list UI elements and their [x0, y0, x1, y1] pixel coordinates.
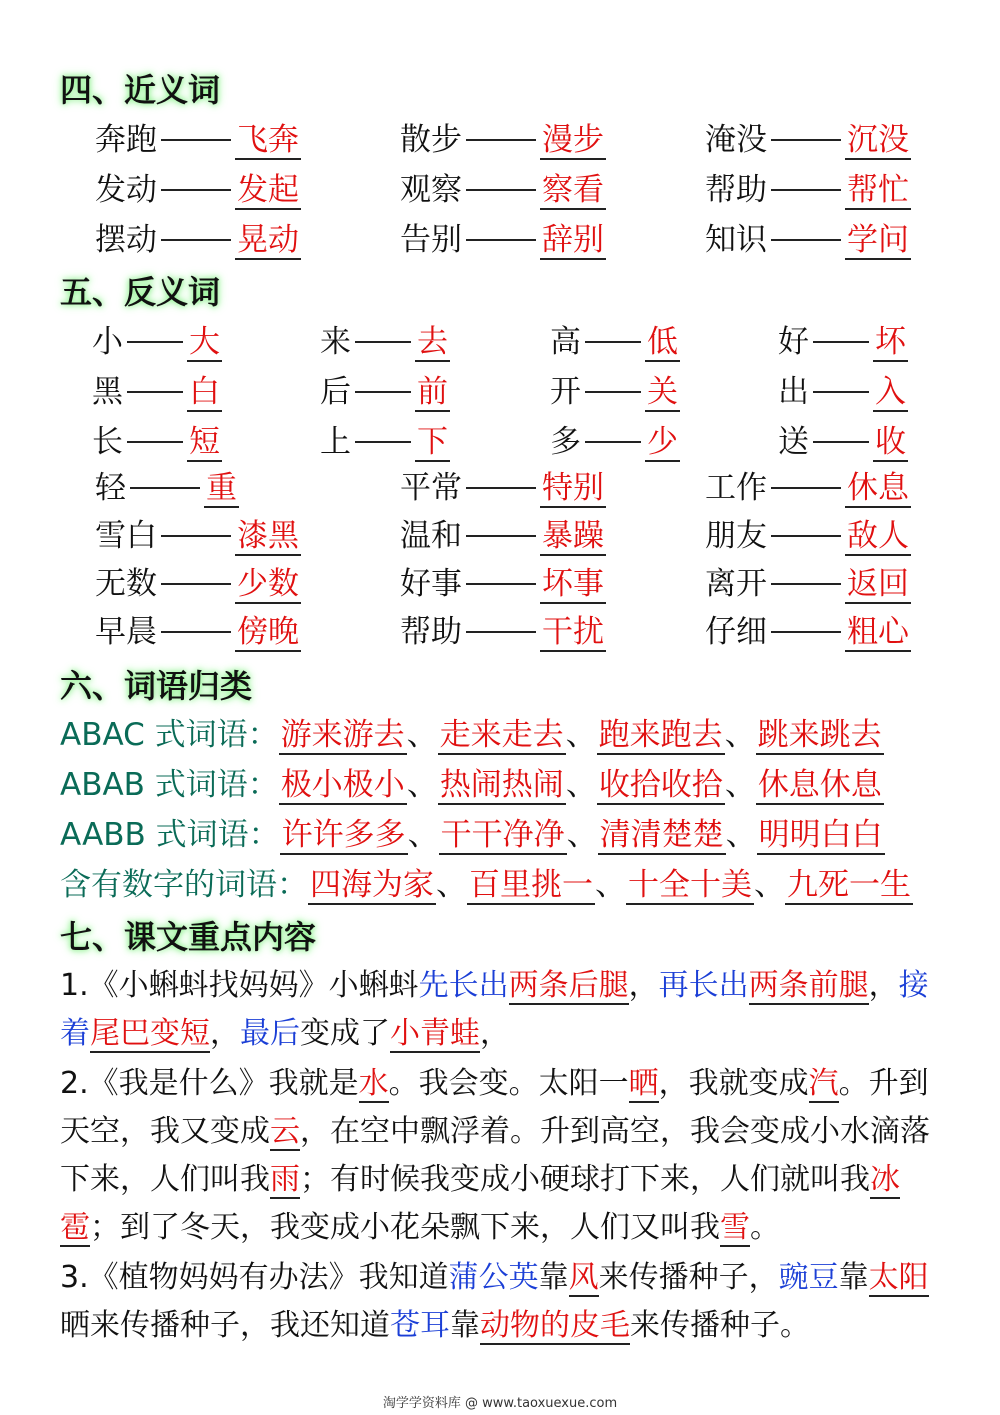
- separator: 、: [407, 817, 439, 853]
- paragraph-text: ，: [868, 968, 899, 1003]
- answer-phrase: 两条前腿: [748, 968, 869, 1003]
- word: 雪白: [95, 518, 157, 554]
- category-row: [60, 813, 885, 857]
- dash-connector: [161, 189, 231, 191]
- section-heading-word-categories: 六、词语归类: [60, 667, 253, 705]
- word: 平常: [400, 470, 462, 506]
- section-heading-key-content: 七、课文重点内容: [60, 918, 317, 956]
- word-pair: [95, 564, 301, 604]
- word-pair: [400, 564, 606, 604]
- category-label: ABAB 式词语：: [60, 767, 279, 803]
- paragraph-text: 。我会变。太阳一: [388, 1066, 629, 1101]
- paragraph-text: ，我就变成: [658, 1066, 809, 1101]
- paragraph-text: 1.《小蝌蚪找妈妈》小蝌蚪: [60, 968, 419, 1003]
- highlight-keyword: 蒲公英: [448, 1260, 539, 1295]
- answer-word: 入: [875, 374, 906, 410]
- category-label: AABB 式词语：: [60, 817, 280, 853]
- dash-connector: [771, 239, 841, 241]
- highlight-keyword: 最后: [240, 1016, 300, 1051]
- paragraph-text: ，在空中飘浮着。升到高空，我会变成小水滴落下来，人们叫我: [60, 1114, 930, 1197]
- separator: 、: [406, 767, 438, 803]
- category-word: 清清楚楚: [599, 817, 724, 853]
- answer-word: 傍晚: [237, 614, 299, 650]
- answer-word: 飞奔: [237, 122, 299, 158]
- word-pair: [95, 612, 301, 652]
- word: 送: [778, 424, 809, 460]
- dash-connector: [466, 583, 536, 585]
- word: 告别: [400, 222, 462, 258]
- word-pair: [400, 120, 606, 160]
- answer-word: 帮忙: [847, 172, 909, 208]
- answer-word: 少: [647, 424, 678, 460]
- separator: 、: [565, 767, 597, 803]
- word-pair: [705, 220, 911, 260]
- separator: 、: [595, 867, 626, 903]
- paragraph-text: 来传播种子，: [598, 1260, 779, 1295]
- answer-phrase: 汽: [808, 1066, 839, 1101]
- category-word: 四海为家: [310, 867, 434, 903]
- word-pair: [400, 516, 606, 556]
- answer-word: 漆黑: [237, 518, 299, 554]
- separator: 、: [724, 767, 756, 803]
- category-word: 极小极小: [280, 767, 405, 803]
- word: 知识: [705, 222, 767, 258]
- answer-phrase: 尾巴变短: [90, 1016, 210, 1051]
- word: 上: [320, 424, 351, 460]
- paragraph-text: ，: [210, 1016, 240, 1051]
- paragraph-text: ，: [628, 968, 659, 1003]
- answer-word: 坏事: [542, 566, 604, 602]
- separator: 、: [406, 717, 438, 753]
- highlight-keyword: 再长出: [658, 968, 749, 1003]
- dash-connector: [130, 487, 200, 489]
- dash-connector: [813, 341, 869, 343]
- answer-phrase: 雨: [270, 1162, 300, 1197]
- dash-connector: [771, 139, 841, 141]
- word: 多: [550, 424, 581, 460]
- category-word: 跑来跑去: [598, 717, 723, 753]
- word-pair: [705, 170, 911, 210]
- answer-phrase: 动物的皮毛: [480, 1308, 630, 1343]
- answer-word: 察看: [542, 172, 604, 208]
- section-heading-synonyms: 四、近义词: [60, 71, 221, 109]
- dash-connector: [771, 535, 841, 537]
- word: 高: [550, 324, 581, 360]
- category-row: [60, 763, 884, 807]
- separator: 、: [725, 817, 757, 853]
- category-word: 跳来跳去: [757, 717, 882, 753]
- word: 好: [778, 324, 809, 360]
- answer-phrase: 两条后腿: [508, 968, 629, 1003]
- paragraph-text: 变成了: [300, 1016, 390, 1051]
- separator: 、: [754, 867, 785, 903]
- word-pair: [400, 220, 606, 260]
- word: 观察: [400, 172, 462, 208]
- paragraph-text: 。: [750, 1210, 780, 1245]
- word-pair: [92, 322, 222, 362]
- category-word: 干干净净: [440, 817, 565, 853]
- paragraph-text: 。升到天空，我又变成: [60, 1066, 929, 1149]
- word-pair: [95, 220, 301, 260]
- answer-word: 大: [189, 324, 220, 360]
- dash-connector: [127, 441, 183, 443]
- word-pair: [778, 322, 908, 362]
- answer-word: 坏: [875, 324, 906, 360]
- word-pair: [705, 612, 911, 652]
- word-pair: [550, 322, 680, 362]
- dash-connector: [466, 139, 536, 141]
- dash-connector: [161, 239, 231, 241]
- answer-word: 敌人: [847, 518, 909, 554]
- word: 早晨: [95, 614, 157, 650]
- answer-word: 学问: [847, 222, 909, 258]
- category-word: 游来游去: [280, 717, 405, 753]
- answer-word: 重: [206, 470, 237, 506]
- answer-word: 特别: [542, 470, 604, 506]
- category-word: 十全十美: [628, 867, 752, 903]
- word-pair: [95, 516, 301, 556]
- dash-connector: [355, 341, 411, 343]
- category-word: 热闹热闹: [439, 767, 564, 803]
- word: 温和: [400, 518, 462, 554]
- word-pair: [320, 322, 450, 362]
- dash-connector: [585, 341, 641, 343]
- dash-connector: [466, 239, 536, 241]
- word-pair: [778, 372, 908, 412]
- word-pair: [705, 468, 911, 508]
- word: 帮助: [400, 614, 462, 650]
- word-pair: [550, 372, 680, 412]
- category-row: [60, 863, 913, 907]
- word-pair: [320, 372, 450, 412]
- paragraph-what-am-i: [60, 1060, 950, 1252]
- paragraph-text: 靠: [450, 1308, 480, 1343]
- highlight-keyword: 接着: [60, 968, 929, 1051]
- separator: 、: [565, 717, 597, 753]
- separator: 、: [566, 817, 598, 853]
- category-word: 休息休息: [757, 767, 882, 803]
- paragraph-text: ；有时候我变成小硬球打下来，人们就叫我: [300, 1162, 870, 1197]
- highlight-keyword: 先长出: [418, 968, 509, 1003]
- answer-word: 收: [875, 424, 906, 460]
- word-pair: [705, 120, 911, 160]
- word-pair: [705, 516, 911, 556]
- paragraph-text: 靠: [538, 1260, 569, 1295]
- word: 帮助: [705, 172, 767, 208]
- word-pair: [95, 468, 239, 508]
- answer-word: 下: [417, 424, 448, 460]
- answer-word: 辞别: [542, 222, 604, 258]
- word: 出: [778, 374, 809, 410]
- answer-word: 沉没: [847, 122, 909, 158]
- answer-word: 漫步: [542, 122, 604, 158]
- word: 开: [550, 374, 581, 410]
- category-word: 九死一生: [787, 867, 911, 903]
- answer-phrase: 雪: [720, 1210, 750, 1245]
- highlight-keyword: 苍耳: [390, 1308, 450, 1343]
- word-pair: [92, 422, 222, 462]
- answer-phrase: 太阳: [868, 1260, 929, 1295]
- category-label: 含有数字的词语：: [60, 867, 308, 903]
- highlight-keyword: 豌豆: [778, 1260, 839, 1295]
- answer-word: 短: [189, 424, 220, 460]
- dash-connector: [585, 391, 641, 393]
- answer-phrase: 晒: [628, 1066, 659, 1101]
- dash-connector: [585, 441, 641, 443]
- word: 工作: [705, 470, 767, 506]
- dash-connector: [771, 189, 841, 191]
- answer-phrase: 云: [270, 1114, 300, 1149]
- dash-connector: [813, 441, 869, 443]
- paragraph-text: 晒来传播种子，我还知道: [60, 1308, 390, 1343]
- category-word: 许许多多: [281, 817, 406, 853]
- answer-word: 去: [417, 324, 448, 360]
- dash-connector: [161, 631, 231, 633]
- word: 淹没: [705, 122, 767, 158]
- category-label: ABAC 式词语：: [60, 717, 279, 753]
- word: 轻: [95, 470, 126, 506]
- answer-word: 晃动: [237, 222, 299, 258]
- word: 黑: [92, 374, 123, 410]
- paragraph-text: ；到了冬天，我变成小花朵飘下来，人们又叫我: [90, 1210, 720, 1245]
- word: 仔细: [705, 614, 767, 650]
- word-pair: [95, 120, 301, 160]
- dash-connector: [466, 189, 536, 191]
- answer-word: 粗心: [847, 614, 909, 650]
- word-pair: [92, 372, 222, 412]
- word: 奔跑: [95, 122, 157, 158]
- paragraph-text: 3.《植物妈妈有办法》我知道: [60, 1260, 449, 1295]
- word: 离开: [705, 566, 767, 602]
- dash-connector: [355, 441, 411, 443]
- section-heading-antonyms: 五、反义词: [60, 273, 221, 311]
- dash-connector: [127, 391, 183, 393]
- word-pair: [320, 422, 450, 462]
- word-pair: [400, 612, 606, 652]
- dash-connector: [466, 535, 536, 537]
- answer-word: 返回: [847, 566, 909, 602]
- word-pair: [705, 564, 911, 604]
- word: 发动: [95, 172, 157, 208]
- word: 小: [92, 324, 123, 360]
- word: 来: [320, 324, 351, 360]
- answer-phrase: 冰雹: [60, 1162, 900, 1245]
- category-word: 百里挑一: [469, 867, 593, 903]
- category-word: 收拾收拾: [598, 767, 723, 803]
- word-pair: [400, 170, 606, 210]
- footer-watermark: 淘学学资料库 @ www.taoxuexue.com: [382, 1396, 618, 1411]
- answer-phrase: 风: [568, 1260, 599, 1295]
- dash-connector: [466, 631, 536, 633]
- answer-word: 少数: [237, 566, 299, 602]
- word-pair: [95, 170, 301, 210]
- dash-connector: [771, 487, 841, 489]
- dash-connector: [161, 535, 231, 537]
- answer-word: 关: [647, 374, 678, 410]
- dash-connector: [161, 139, 231, 141]
- answer-word: 低: [647, 324, 678, 360]
- dash-connector: [127, 341, 183, 343]
- dash-connector: [466, 487, 536, 489]
- paragraph-text: 靠: [838, 1260, 869, 1295]
- dash-connector: [355, 391, 411, 393]
- word: 无数: [95, 566, 157, 602]
- paragraph-text: 2.《我是什么》我就是: [60, 1066, 359, 1101]
- answer-word: 暴躁: [542, 518, 604, 554]
- answer-phrase: 水: [358, 1066, 389, 1101]
- dash-connector: [771, 631, 841, 633]
- separator: 、: [724, 717, 756, 753]
- word: 好事: [400, 566, 462, 602]
- answer-word: 休息: [847, 470, 909, 506]
- word: 摆动: [95, 222, 157, 258]
- answer-word: 发起: [237, 172, 299, 208]
- category-row: [60, 713, 884, 757]
- answer-word: 干扰: [542, 614, 604, 650]
- word: 长: [92, 424, 123, 460]
- answer-word: 白: [189, 374, 220, 410]
- word-pair: [550, 422, 680, 462]
- word: 后: [320, 374, 351, 410]
- word: 散步: [400, 122, 462, 158]
- paragraph-tadpole: [60, 962, 950, 1058]
- answer-phrase: 小青蛙: [390, 1016, 480, 1051]
- word-pair: [400, 468, 606, 508]
- separator: 、: [436, 867, 467, 903]
- dash-connector: [771, 583, 841, 585]
- word: 朋友: [705, 518, 767, 554]
- dash-connector: [161, 583, 231, 585]
- category-word: 明明白白: [758, 817, 883, 853]
- paragraph-text: ，: [480, 1016, 510, 1051]
- paragraph-plant-mothers: [60, 1254, 950, 1350]
- dash-connector: [813, 391, 869, 393]
- word-pair: [778, 422, 908, 462]
- category-word: 走来走去: [439, 717, 564, 753]
- paragraph-text: 来传播种子。: [630, 1308, 810, 1343]
- answer-word: 前: [417, 374, 448, 410]
